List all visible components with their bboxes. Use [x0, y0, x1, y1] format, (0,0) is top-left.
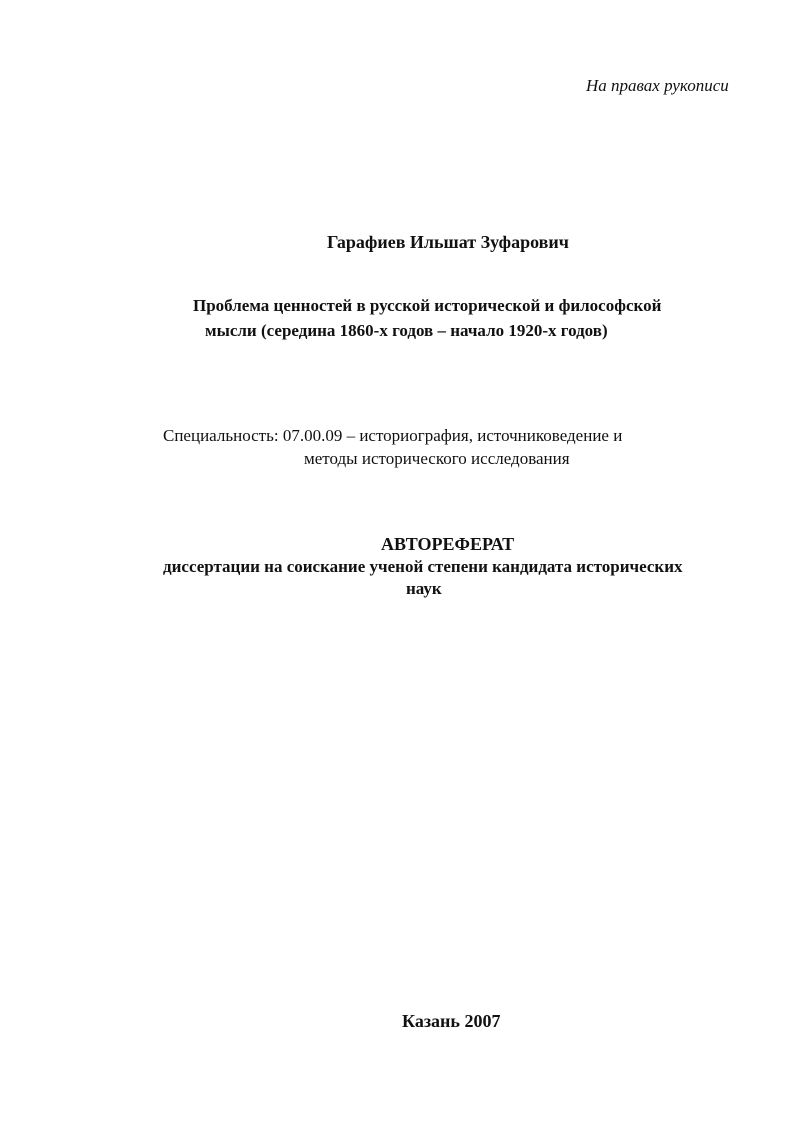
- dissertation-title-line-2: мысли (середина 1860-х годов – начало 1920-х годов): [205, 321, 608, 340]
- abstract-purpose-line-2: наук: [406, 579, 442, 598]
- dissertation-title-line-1: Проблема ценностей в русской исторической и философской: [193, 296, 662, 315]
- manuscript-rights-note: На правах рукописи: [586, 76, 729, 95]
- abstract-heading: АВТОРЕФЕРАТ: [381, 534, 515, 554]
- specialty-line-1: Специальность: 07.00.09 – историография, источниковедение и: [163, 426, 623, 445]
- abstract-purpose-line-1: диссертации на соискание ученой степени кандидата исторических: [163, 557, 683, 576]
- city-year: Казань 2007: [402, 1011, 501, 1031]
- specialty-line-2: методы исторического исследования: [304, 449, 570, 468]
- author-name: Гарафиев Ильшат Зуфарович: [327, 232, 569, 252]
